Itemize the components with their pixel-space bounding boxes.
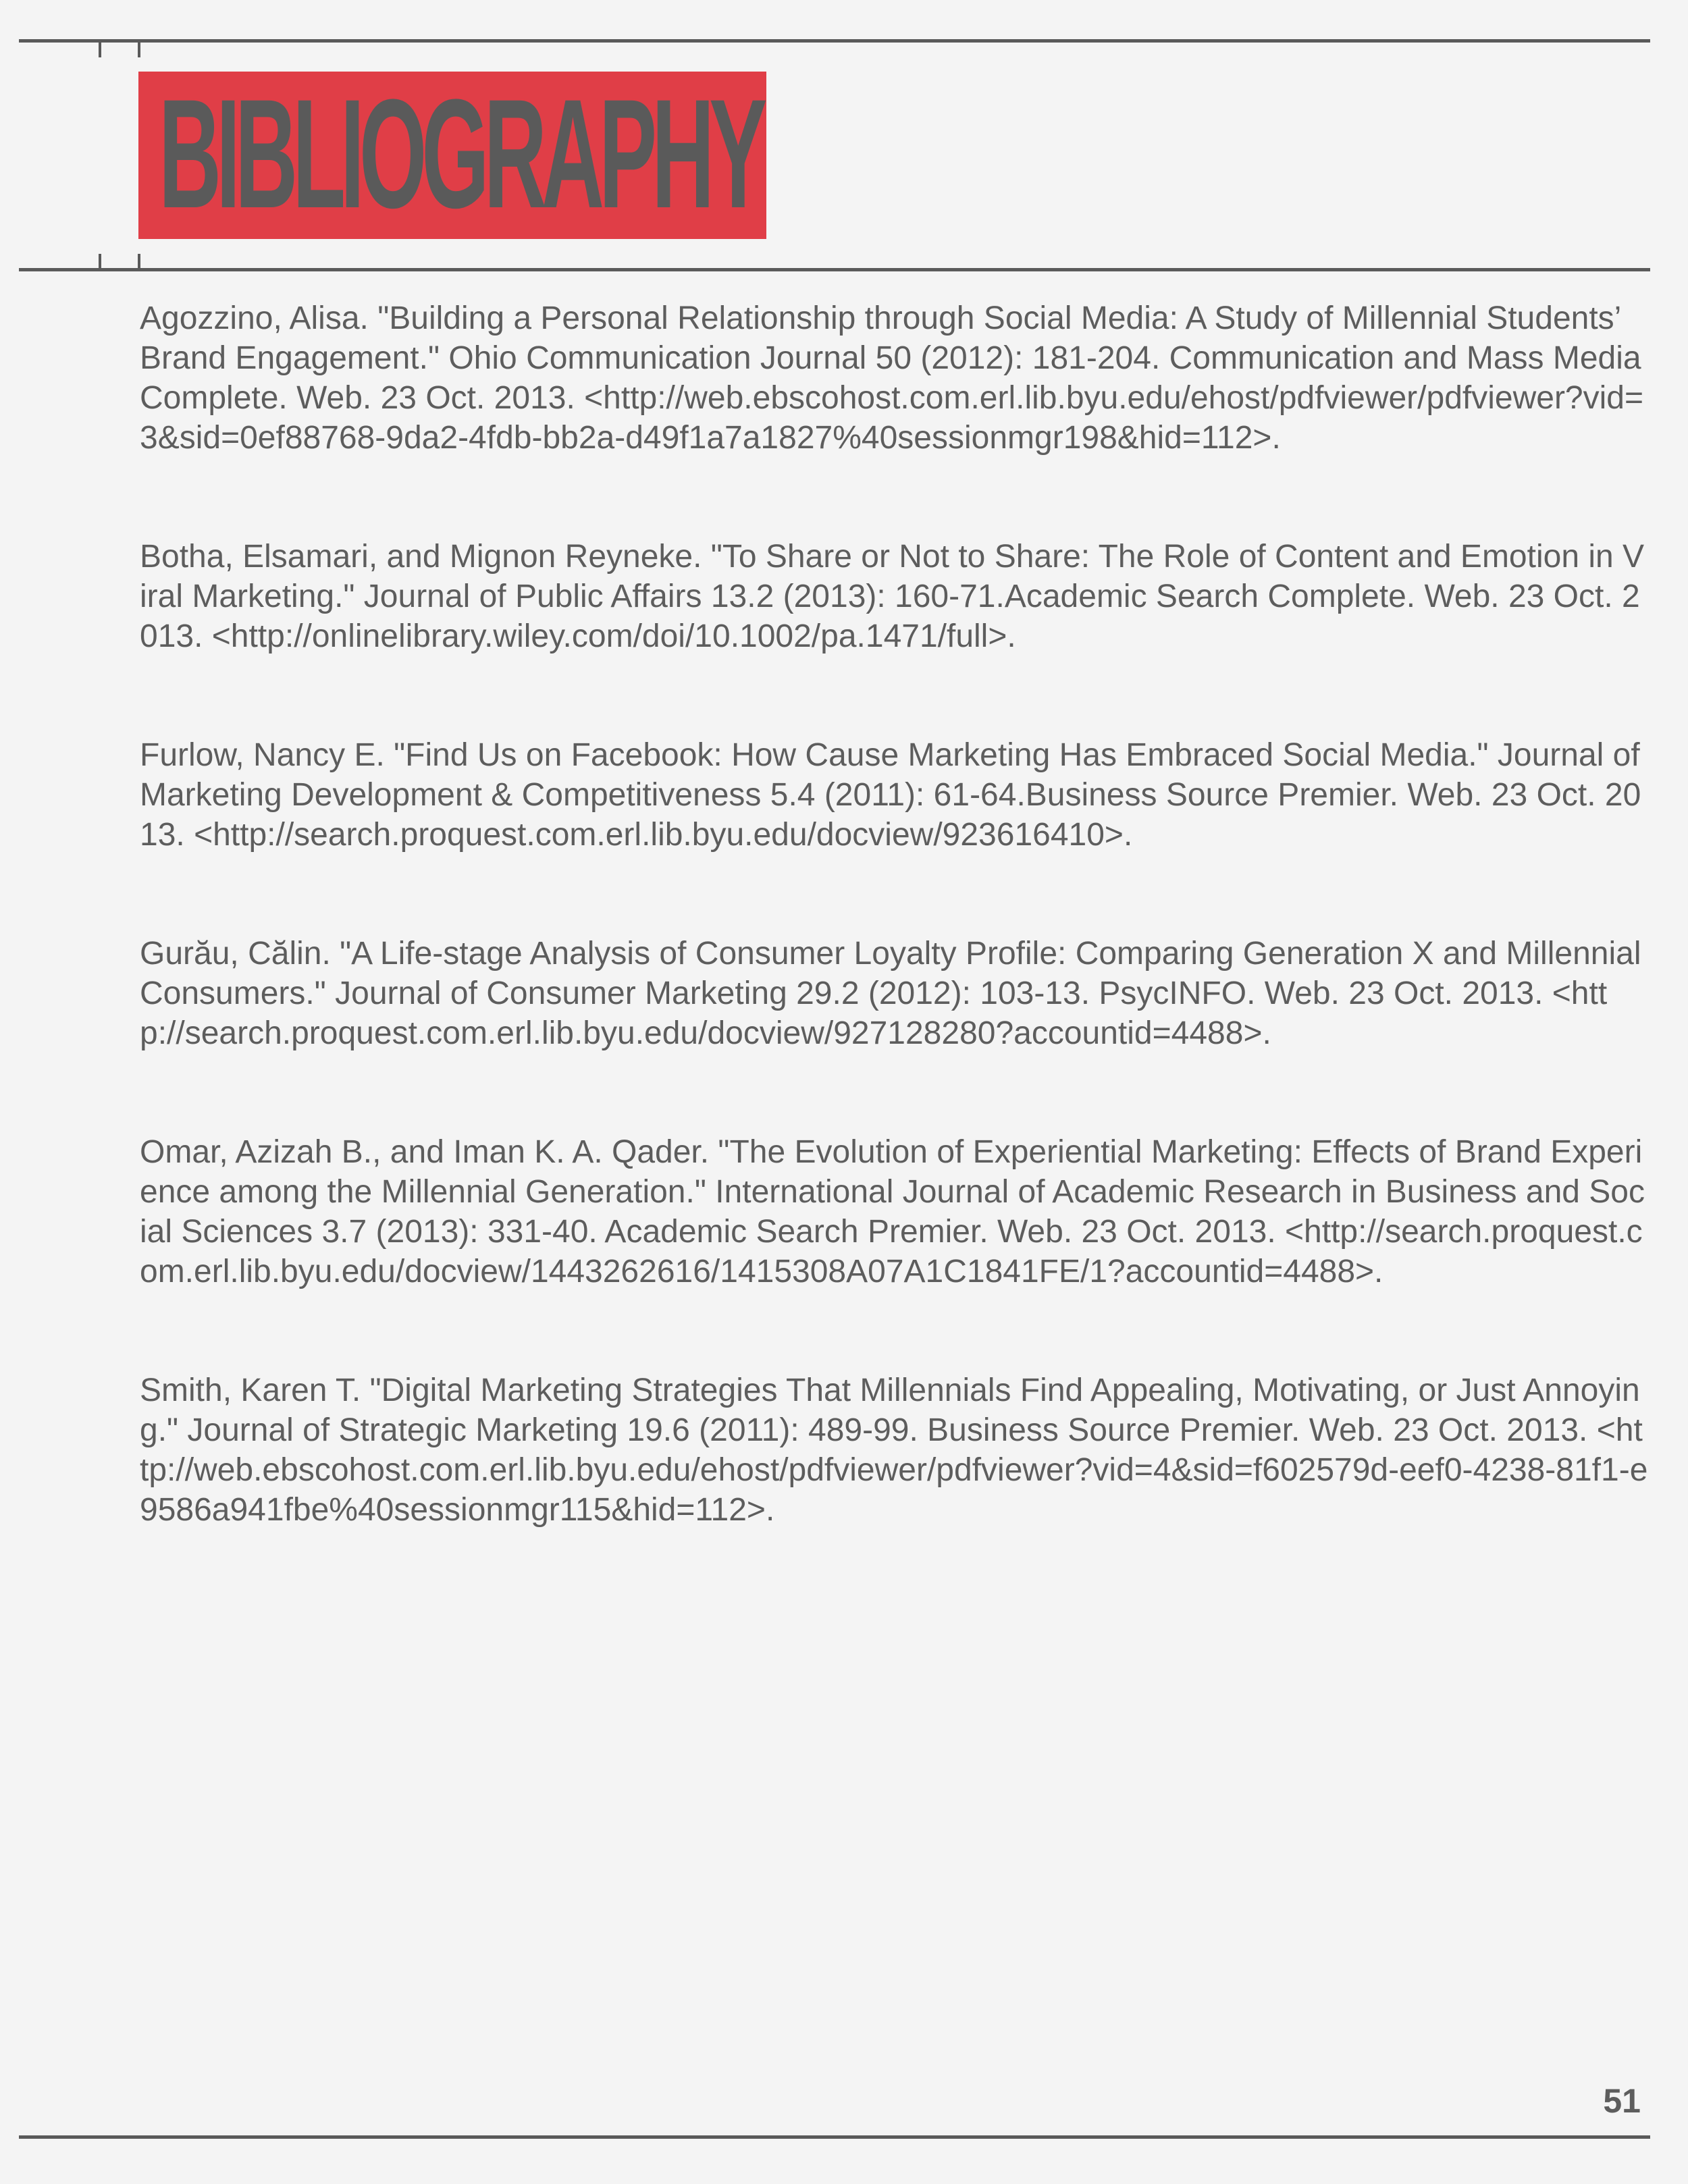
title-banner	[138, 72, 766, 239]
bibliography-entry-botha: Botha, Elsamari, and Mignon Reyneke. "To Share or Not to Share: The Role of Content and Emotion in Viral Marketing." Journal of Public Affairs 13.2 (2013): 160-71.Academic Search Complete. Web. 23 Oct. 2013. <http://onlinelibrary.wiley.com/doi/10.1002/pa.1471/full>.	[140, 539, 1645, 654]
top-right-tick	[138, 43, 140, 57]
page-number: 51	[1603, 2082, 1641, 2120]
footer-rule	[19, 2135, 1650, 2139]
header-bottom-rule	[19, 268, 1650, 271]
bottom-left-tick	[99, 254, 101, 269]
top-left-tick	[99, 43, 101, 57]
bibliography-entry-gurau: Gurău, Călin. "A Life-stage Analysis of Consumer Loyalty Profile: Comparing Generation X and Millennial Consumers." Journal of Consumer Marketing 29.2 (2012): 103-13. PsycINFO. Web. 23 Oct. 2013. <http://search.proquest.com.erl.lib.byu.edu/docview/927128280?accountid=4488>.	[140, 936, 1641, 1051]
bibliography-entry-smith: Smith, Karen T. "Digital Marketing Strategies That Millennials Find Appealing, Motivating, or Just Annoying." Journal of Strategic Marketing 19.6 (2011): 489-99. Business Source Premier. Web. 23 Oct. 2013. <http://web.ebscohost.com.erl.lib.byu.edu/ehost/pdfviewer/pdfviewer?vid=4&sid=f602579d-eef0-4238-81f1-e9586a941fbe%40sessionmgr115&hid=112>.	[140, 1373, 1648, 1528]
bibliography-list	[140, 298, 1649, 1609]
bibliography-entry-furlow: Furlow, Nancy E. "Find Us on Facebook: How Cause Marketing Has Embraced Social Media." Journal of Marketing Development & Competitiveness 5.4 (2011): 61-64.Business Source Premier. Web. 23 Oct. 2013. <http://search.proquest.com.erl.lib.byu.edu/docview/923616410>.	[140, 737, 1641, 853]
page-title: BIBLIOGRAPHY	[159, 72, 762, 239]
bibliography-entry-agozzino: Agozzino, Alisa. "Building a Personal Relationship through Social Media: A Study of Millennial Students’ Brand Engagement." Ohio Communication Journal 50 (2012): 181-204. Communication and Mass Media Complete. Web. 23 Oct. 2013. <http://web.ebscohost.com.erl.lib.byu.edu/ehost/pdfviewer/pdfviewer?vid=3&sid=0ef88768-9da2-4fdb-bb2a-d49f1a7a1827%40sessionmgr198&hid=112>.	[140, 300, 1644, 456]
bibliography-entry-omar: Omar, Azizah B., and Iman K. A. Qader. "The Evolution of Experiential Marketing: Effects of Brand Experience among the Millennial Generation." International Journal of Academic Research in Business and Social Sciences 3.7 (2013): 331-40. Academic Search Premier. Web. 23 Oct. 2013. <http://search.proquest.com.erl.lib.byu.edu/docview/1443262616/1415308A07A1C1841FE/1?accountid=4488>.	[140, 1134, 1645, 1289]
bottom-right-tick	[138, 254, 140, 269]
top-rule	[19, 39, 1650, 43]
